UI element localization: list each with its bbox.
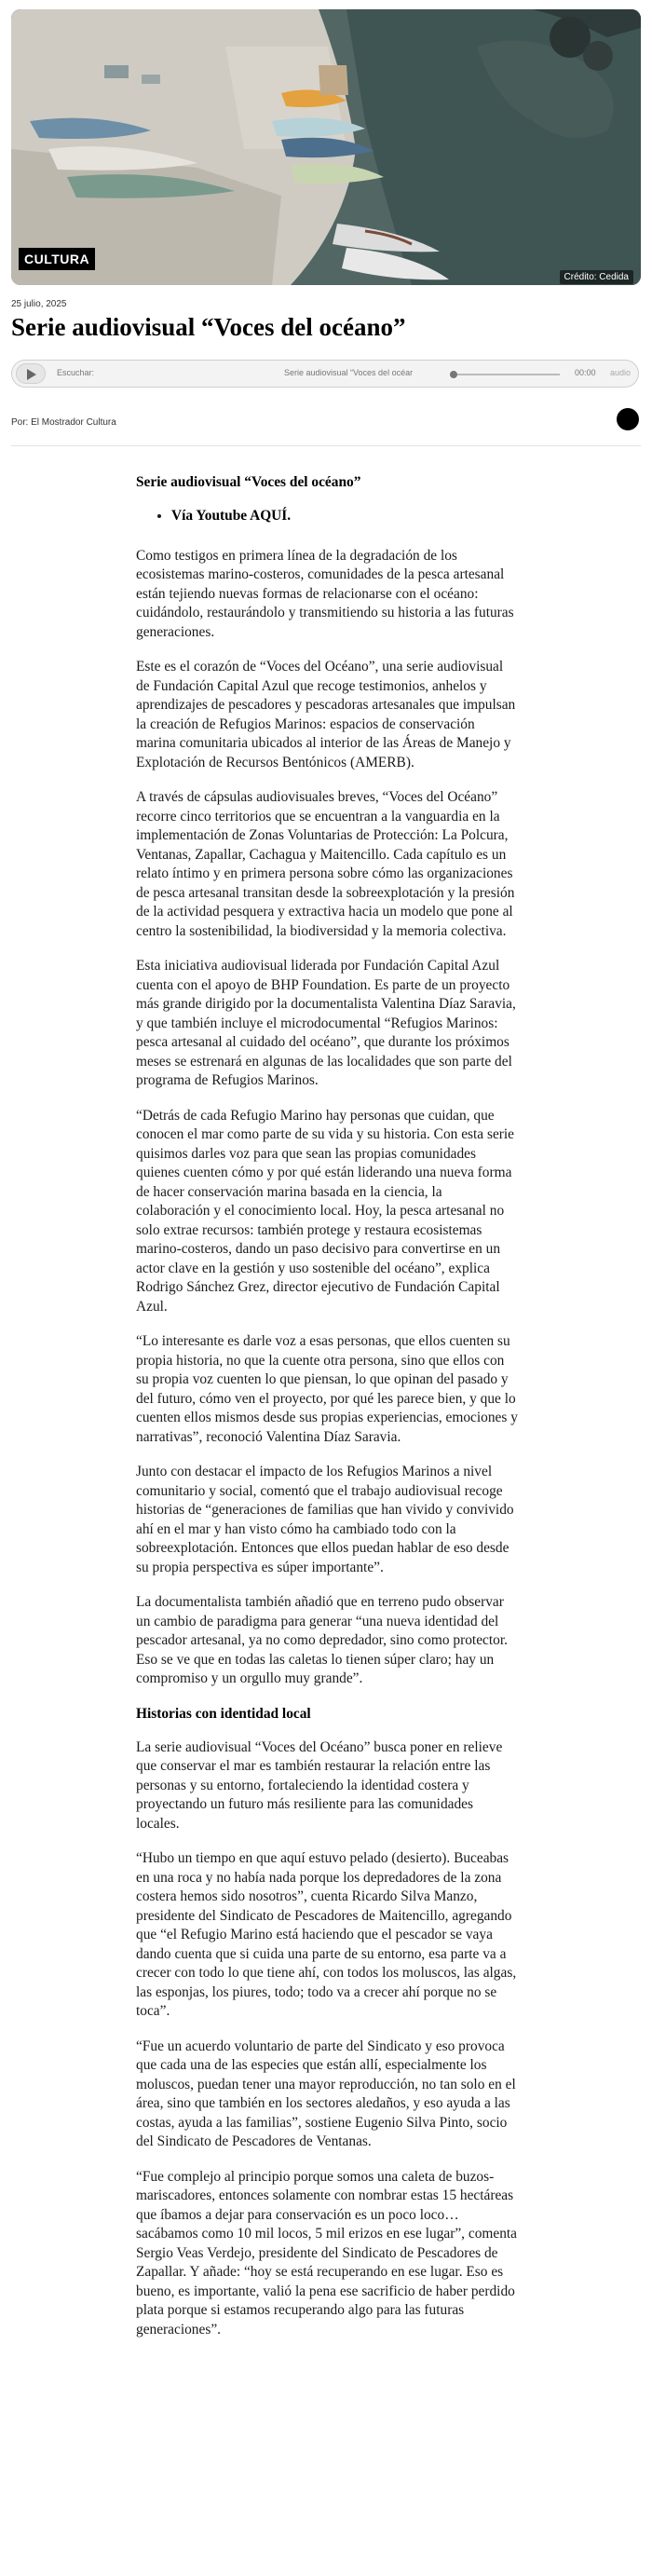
youtube-link[interactable]: Vía Youtube AQUÍ.	[171, 508, 292, 524]
byline: Por: El Mostrador Cultura	[11, 417, 116, 428]
audio-settings-button[interactable]: audio	[610, 368, 632, 377]
player-label: Escuchar:	[57, 368, 95, 377]
article-heading: Serie audiovisual “Voces del océano”	[136, 474, 361, 490]
audio-player	[11, 360, 639, 388]
paragraph: La documentalista también añadió que en terreno pudo observar un cambio de paradigma para generar “una nueva identidad del pescador artesanal, ya no como depredador, sino como protector. Eso se ve que en todas las caletas lo tienen súper claro; hay un compromiso y un orgullo muy grande”.	[136, 1594, 508, 1686]
category-badge[interactable]: CULTURA	[19, 248, 95, 270]
paragraph: Como testigos en primera línea de la degradación de los ecosistemas marino-costeros, comunidades de la pesca artesanal están tejiendo nuevas formas de relacionarse con el océano: cuidándolo, restaurándolo y transmitiendo su historia a las futuras generaciones.	[136, 547, 514, 640]
divider	[11, 445, 641, 446]
paragraph: “Fue complejo al principio porque somos una caleta de buzos-mariscadores, entonces solamente con nombrar estas 15 hectáreas que íbamos a dejar para conservación es un poco loco… sacábamos como 10 mil locos, 5 mil erizos en ese lugar”, comenta Sergio Veas Verdejo, presidente del Sindicato de Pescadores de Zapallar. Y añade: “hoy se está recuperando en ese lugar. Eso es bueno, es importante, valió la pena ese sacrificio de haber perdido plata porque si estamos recuperando algo para las futuras generaciones”.	[136, 2168, 518, 2337]
paragraph: “Hubo un tiempo en que aquí estuvo pelado (desierto). Buceabas en una roca y no había nada porque los depredadores de la zona costera hemos sido nosotros”, cuenta Ricardo Silva Manzo, presidente del Sindicato de Pescadores de Maitencillo, agregando que “el Refugio Marino está haciendo que el pescador se vaya dando cuenta que si cuida una parte de su entorno, esa parte va a crecer con todo lo que tiene ahí, con todos los moluscos, las algas, las esponjas, los piures, todo; todo va a crecer ahí porque no se toca”.	[136, 1850, 517, 2019]
link-list-item	[171, 507, 518, 526]
player-track-title: Serie audiovisual “Voces del océar	[284, 368, 414, 377]
hero-illustration	[11, 9, 641, 285]
image-credit: Crédito: Cedida	[560, 270, 633, 284]
paragraph: “Fue un acuerdo voluntario de parte del Sindicato y eso provoca que cada una de las especies que están allí, especialmente los moluscos, puedan tener una mayor reproducción, no tan solo en el área, sino que también en los sectores aledaños, y eso ayuda a las costas, ayuda a las familias”, sostiene Eugenio Silva Pinto, socio del Sindicato de Pescadores de Ventanas.	[136, 2038, 516, 2149]
page-title: Serie audiovisual “Voces del océano”	[11, 313, 406, 341]
paragraph: “Detrás de cada Refugio Marino hay personas que cuidan, que conocen el mar como parte de su vida y su historia. Con esta serie quisimos darles voz para que sean las propias comunidades quienes cuenten cómo y por qué están liderando una nueva forma de hacer conservación marina basada en la ciencia, la colaboración y el conocimiento local. Hoy, la pesca artesanal no solo extrae recursos: también protege y restaura ecosistemas marino-costeros, dando un paso decisivo para convertirse en un actor clave en la gestión y uso sostenible del océano”, explica Rodrigo Sánchez Grez, director ejecutivo de Fundación Capital Azul.	[136, 1107, 515, 1315]
play-button[interactable]	[16, 363, 46, 384]
progress-handle[interactable]	[450, 371, 457, 378]
link-list	[136, 507, 518, 526]
paragraph: Este es el corazón de “Voces del Océano”, una serie audiovisual de Fundación Capital Azul que recoge testimonios, anhelos y aprendizajes de pescadores y pescadoras artesanales que impulsan la creación de Refugios Marinos: espacios de conservación marina comunitaria ubicados al interior de las Áreas de Manejo y Explotación de Recursos Bentónicos (AMERB).	[136, 659, 516, 770]
article-body	[136, 473, 518, 2355]
paragraph: Junto con destacar el impacto de los Refugios Marinos a nivel comunitario y social, comentó que el trabajo audiovisual recoge historias de “generaciones de familias que han vivido y convivido ahí en el mar y han visto cómo ha cambiado todo con la sobreexplotación. Entonces que ellos puedan hablar de eso desde su propia perspectiva es súper importante”.	[136, 1464, 514, 1575]
play-icon	[26, 368, 37, 381]
author-avatar[interactable]	[617, 408, 639, 430]
progress-slider[interactable]	[450, 374, 560, 375]
paragraph: Esta iniciativa audiovisual liderada por Fundación Capital Azul cuenta con el apoyo de BHP Foundation. Es parte de un proyecto más grande dirigido por la documentalista Valentina Díaz Saravia, y que también incluye el microdocumental “Refugios Marinos: pesca artesanal al cuidado del océano”, que durante los próximos meses se estrenará en algunas de las localidades que son parte del programa de Refugios Marinos.	[136, 958, 516, 1088]
paragraph: La serie audiovisual “Voces del Océano” busca poner en relieve que conservar el mar es también restaurar la relación entre las personas y su entorno, fortaleciendo la identidad costera y proyectando un futuro más resiliente para las comunidades locales.	[136, 1738, 503, 1832]
paragraph: “Lo interesante es darle voz a esas personas, que ellos cuenten su propia historia, no que la cuente otra persona, sino que ellos con su propia voz cuenten lo que piensan, lo que opinan del pasado y del futuro, cómo ven el proyecto, por qué les parece bien, y que lo cuenten ellos mismos desde sus propias experiencias, emociones y narrativas”, reconoció Valentina Díaz Saravia.	[136, 1333, 518, 1445]
publish-date: 25 julio, 2025	[11, 299, 67, 309]
section-subheading: Historias con identidad local	[136, 1705, 311, 1722]
hero-image	[11, 9, 641, 285]
paragraph: A través de cápsulas audiovisuales breves, “Voces del Océano” recorre cinco territorios que se encuentran a la vanguardia en la implementación de Zonas Voluntarias de Protección: La Polcura, Ventanas, Zapallar, Cachagua y Maitencillo. Cada capítulo es un relato íntimo y en primera persona sobre cómo las organizaciones de pesca artesanal transitan desde la sobreexplotación y la presión de la actividad pesquera y extractiva hacia un modelo que pone al centro la sostenibilidad, la biodiversidad y la memoria colectiva.	[136, 789, 515, 939]
player-time: 00:00	[575, 368, 596, 377]
